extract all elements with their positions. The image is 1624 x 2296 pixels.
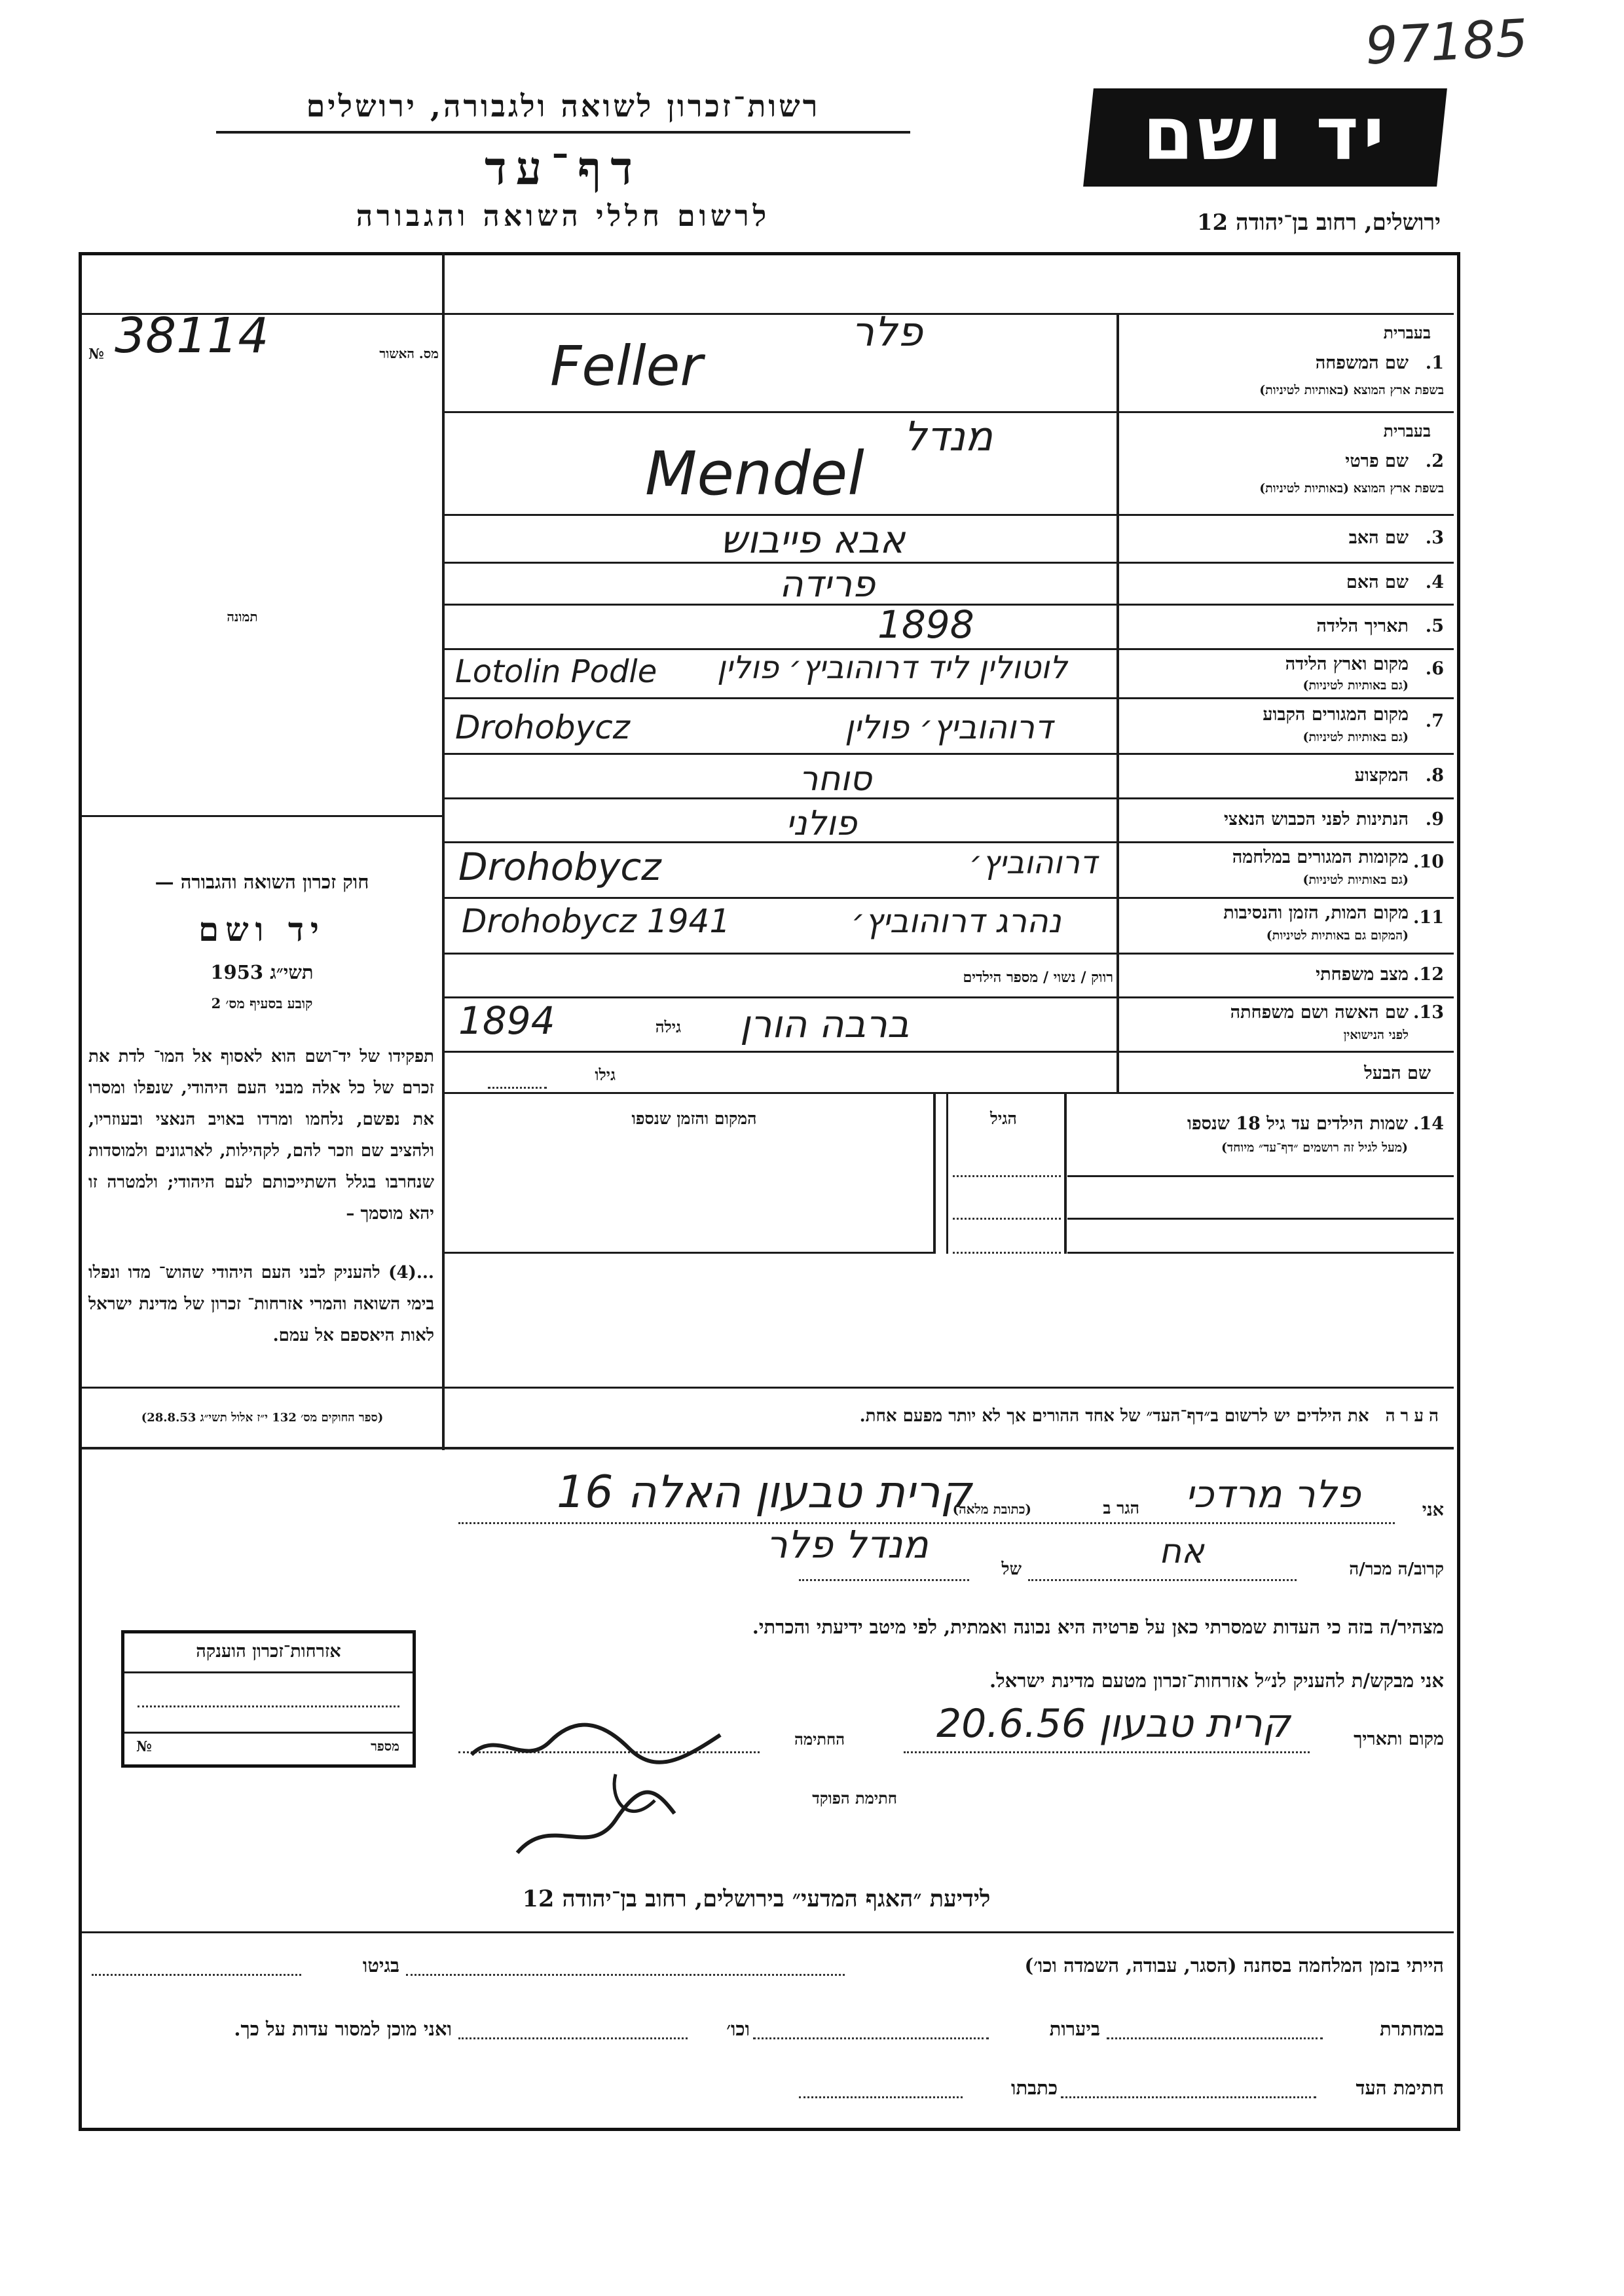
archive-number: 97185 xyxy=(1363,9,1530,77)
field13-label: שם האשה ושם משפחתה xyxy=(1230,1002,1409,1023)
field11-label: מקום המות, הזמן והנסיבות xyxy=(1223,903,1409,923)
photo-label: תמונה xyxy=(227,609,258,625)
signature-scrawl xyxy=(458,1702,760,1899)
field3-num: 3. xyxy=(1425,528,1444,548)
authority-name: רשות־זכרון לשואה ולגבורה, ירושלים xyxy=(306,88,821,124)
field10-sub: (גם באותיות לטיניות) xyxy=(1302,873,1409,887)
death-place-hebrew: נהרג דרוהוביץ׳ xyxy=(851,902,1061,940)
mother-name: פרידה xyxy=(779,563,876,606)
form-subtitle: לרשום חללי השואה והגבורה xyxy=(356,200,771,233)
of-label: של xyxy=(1001,1559,1022,1579)
field8-num: 8. xyxy=(1425,765,1444,786)
law-title: חוק זכרון השואה והגבורה — xyxy=(155,871,369,893)
declarant-address: קרית טבעון האלה 16 xyxy=(557,1467,972,1518)
address-note: (כתובת מלאה) xyxy=(952,1501,1031,1517)
relation: אח xyxy=(1159,1532,1204,1571)
law-year: תשי״ג 1953 xyxy=(210,961,314,983)
field3-label: שם האב xyxy=(1348,528,1409,548)
relative-of: מנדל פלר xyxy=(766,1522,929,1567)
field11-num: 11. xyxy=(1413,907,1444,928)
field13-num: 13. xyxy=(1413,1002,1444,1023)
wife-age-label: גילה xyxy=(655,1017,681,1036)
declarant-name: פלר מרדכי xyxy=(1185,1472,1361,1516)
law-text-2: ...(4) להעניק לבני העם היהודי שהוש־ מדו ונפלו בימי השואה והמרי אזרחות־ זכרון של מדינת ישראל לאות היאספם אל עמם. xyxy=(88,1263,434,1345)
field2-num: 2. xyxy=(1425,451,1444,471)
father-name: אבא פייבוש xyxy=(720,517,906,562)
nationality: פולני xyxy=(786,804,857,843)
citizenship-box xyxy=(121,1630,416,1768)
field13-sub: לפני הנישואין xyxy=(1343,1028,1409,1042)
death-place-latin: Drohobycz 1941 xyxy=(462,902,731,940)
footer-underground: במחתרת xyxy=(1380,2018,1444,2040)
field7-num: 7. xyxy=(1425,711,1444,731)
children-sub: (מעל לגיל זה רושמים ״דף־עד״ מיוחד) xyxy=(1221,1140,1408,1155)
field6-label: מקום וארץ הלידה xyxy=(1285,654,1409,674)
residence-hebrew: דרוהוביץ׳ פולין xyxy=(845,708,1053,746)
approval-label: מס. האשור xyxy=(379,346,439,361)
field5-label: תאריך הלידה xyxy=(1316,616,1409,636)
field7-sub: (גם באותיות לטיניות) xyxy=(1302,730,1409,744)
footer-ready: ואני מוכן למסור עדות על כך. xyxy=(234,2018,452,2040)
footer-etc: וכו׳ xyxy=(726,2018,750,2040)
approval-no: № xyxy=(88,346,104,363)
field11-sub: (המקום גם באותיות לטיניות) xyxy=(1266,928,1409,943)
form-title: דף־עד xyxy=(484,141,642,195)
law-name: יד ושם xyxy=(198,910,325,949)
birthplace-latin: Lotolin Podle xyxy=(455,653,657,690)
wartime-residence-latin: Drohobycz xyxy=(458,845,661,889)
residence-latin: Drohobycz xyxy=(455,708,630,746)
field12-num: 12. xyxy=(1413,964,1444,985)
field2-hebrew-tag: בעברית xyxy=(1383,422,1431,441)
address: ירושלים, רחוב בן־יהודה 12 xyxy=(1196,210,1441,236)
birth-date: 1898 xyxy=(877,602,974,647)
field1-num: 1. xyxy=(1425,353,1444,373)
law-text-1: תפקידו של יד־ושם הוא לאסוף אל המו־ לדת את זכרם של כל אלה מבני העם היהודי, שנפלו ומסרו את נפשם, נלחמו ומרדו באויב הנאצי ובעוזריו, ולהציב שם וזכר להם, לקהילות, לארגונים ולמוסדות שנחרבו בגלל השתייכותם לעם היהודי; ולמטרה זו יהא מוסמך – xyxy=(88,1047,434,1224)
i-label: אני xyxy=(1422,1500,1444,1520)
place-date: קרית טבעון 20.6.56 xyxy=(936,1701,1291,1747)
children-place-col: המקום והזמן שנספו xyxy=(631,1109,757,1128)
citizenship-title: אזרחות־זכרון הוענקה xyxy=(196,1641,341,1662)
place-date-label: מקום ותאריך xyxy=(1354,1729,1444,1749)
firstname-latin: Mendel xyxy=(645,439,864,509)
footer-ghetto: בגיטו xyxy=(362,1954,399,1977)
note-label: הערה xyxy=(1385,1406,1444,1426)
field10-label: מקומות המגורים במלחמה xyxy=(1232,847,1409,867)
declaration-text: מצהיר/ה בזה כי העדות שמסרתי כאן על פרטיה היא נכונה ואמתית, לפי מיטב ידיעתי והכרתי. xyxy=(752,1616,1444,1638)
field9-label: הנתינות לפני הכבוש הנאצי xyxy=(1223,809,1409,829)
citizenship-number-prefix: № xyxy=(136,1738,152,1755)
footer-witness-signature: חתימת העד xyxy=(1356,2077,1444,2099)
logo-text: יד ושם xyxy=(1142,92,1389,177)
field2-sub: בשפת ארץ המוצא (באותיות לטיניות) xyxy=(1259,481,1444,496)
field6-sub: (גם באותיות לטיניות) xyxy=(1302,678,1409,693)
field7-label: מקום המגורים הקבוע xyxy=(1263,704,1409,725)
footer-address: כתבתו xyxy=(1011,2077,1058,2099)
children-num: 14. xyxy=(1413,1114,1444,1134)
field8-label: המקצוע xyxy=(1354,765,1409,786)
surname-latin: Feller xyxy=(550,334,703,398)
wife-age: 1894 xyxy=(458,998,555,1043)
field4-num: 4. xyxy=(1425,572,1444,592)
field5-num: 5. xyxy=(1425,616,1444,636)
note-text: את הילדים יש לרשום ב״דף־העד״ של אחד ההורים אך לא יותר מפעם אחת. xyxy=(859,1406,1369,1426)
field1-sub: בשפת ארץ המוצא (באותיות לטיניות) xyxy=(1259,383,1444,397)
wartime-residence-hebrew: דרוהוביץ׳ xyxy=(969,845,1098,881)
children-age-col: הגיל xyxy=(990,1109,1017,1128)
field6-num: 6. xyxy=(1425,659,1444,679)
request-text: אני מבקש/ת להעניק לנ״ל אזרחות־זכרון מטעם מדינת ישראל. xyxy=(989,1669,1444,1692)
field12-options: רווק / נשוי / מספר הילדים xyxy=(963,969,1113,986)
approval-value: 38114 xyxy=(115,308,269,364)
wife-name: ברבה הורן xyxy=(740,1002,910,1046)
field10-num: 10. xyxy=(1413,852,1444,872)
surname-hebrew: פלר xyxy=(851,308,923,355)
note-row xyxy=(458,1406,1444,1426)
field1-hebrew-tag: בעברית xyxy=(1383,323,1431,342)
lives-label: הגר ב xyxy=(1103,1499,1139,1518)
field12-label: מצב משפחתי xyxy=(1316,964,1409,985)
footer-camp: הייתי בזמן המלחמה בסחנה (הסגר, עבודה, השמדה וכו׳) xyxy=(1024,1954,1444,1977)
husband-age-label: גילו xyxy=(595,1065,616,1084)
signature-label: החתימה xyxy=(794,1730,845,1749)
field9-num: 9. xyxy=(1425,809,1444,829)
citizenship-number-label: מספר xyxy=(371,1738,399,1754)
inspector-label: חתימת הפוקד xyxy=(812,1789,897,1808)
footer-title: לידיעת ״האגף המדעי״ בירושלים, רחוב בן־יהודה 12 xyxy=(522,1886,991,1912)
law-clause: קובע בסעיף מס׳ 2 xyxy=(211,995,313,1011)
relative-label: קרוב/ה מכר/ה xyxy=(1349,1559,1444,1579)
footer-forests: ביערות xyxy=(1049,2018,1100,2040)
yad-vashem-logo xyxy=(1083,88,1447,187)
husband-label: שם הבעל xyxy=(1364,1063,1431,1084)
law-reference: (ספר החוקים מס׳ 132 י״ז אלול תשי״ג 28.8.53) xyxy=(141,1411,384,1425)
field1-label: שם המשפחה xyxy=(1315,353,1409,373)
field2-label: שם פרטי xyxy=(1345,451,1409,471)
firstname-hebrew: מנדל xyxy=(904,412,993,460)
birthplace-hebrew: לוטולין ליד דרוהוביץ׳ פולין xyxy=(717,649,1067,686)
children-label: שמות הילדים עד גיל 18 שנספו xyxy=(1187,1114,1408,1134)
field4-label: שם האם xyxy=(1346,572,1409,592)
profession: סוחר xyxy=(799,759,872,799)
